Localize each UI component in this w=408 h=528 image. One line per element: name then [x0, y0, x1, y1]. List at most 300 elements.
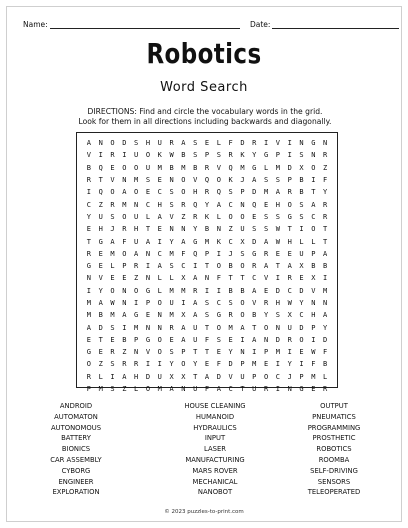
grid-letter[interactable]: H [134, 225, 139, 234]
grid-letter[interactable]: M [275, 163, 281, 172]
grid-letter[interactable]: I [145, 262, 151, 271]
grid-letter[interactable]: R [122, 225, 127, 234]
grid-letter[interactable]: H [193, 188, 198, 197]
grid-letter[interactable]: Y [169, 237, 174, 246]
grid-letter[interactable]: J [228, 249, 233, 258]
grid-letter[interactable]: W [287, 299, 292, 307]
grid-letter[interactable]: Z [323, 163, 328, 172]
grid-letter[interactable]: T [287, 225, 292, 234]
grid-letter[interactable]: E [98, 262, 103, 271]
grid-letter[interactable]: G [134, 311, 139, 320]
grid-letter[interactable]: S [240, 249, 245, 258]
grid-letter[interactable]: H [311, 311, 316, 320]
grid-letter[interactable]: A [216, 385, 221, 394]
grid-letter[interactable]: I [275, 385, 281, 394]
grid-letter[interactable]: I [145, 360, 151, 369]
grid-letter[interactable]: Y [86, 212, 92, 221]
grid-letter[interactable]: Z [122, 348, 127, 357]
grid-letter[interactable]: W [169, 151, 174, 160]
grid-letter[interactable]: Y [323, 188, 328, 197]
grid-letter[interactable]: R [263, 385, 269, 394]
grid-letter[interactable]: C [299, 311, 304, 320]
grid-letter[interactable]: B [228, 286, 233, 295]
grid-letter[interactable]: S [134, 139, 139, 148]
grid-letter[interactable]: U [299, 249, 304, 258]
grid-letter[interactable]: O [110, 188, 115, 197]
grid-letter[interactable]: O [134, 188, 139, 197]
grid-letter[interactable]: T [204, 323, 210, 332]
grid-letter[interactable]: I [157, 360, 162, 369]
grid-letter[interactable]: A [145, 237, 151, 246]
grid-letter[interactable]: O [122, 212, 127, 221]
grid-letter[interactable]: I [252, 348, 257, 357]
grid-letter[interactable]: S [193, 139, 198, 148]
grid-letter[interactable]: T [323, 225, 328, 234]
grid-letter[interactable]: G [252, 249, 257, 258]
grid-letter[interactable]: D [252, 237, 257, 246]
grid-letter[interactable]: M [263, 188, 269, 197]
grid-letter[interactable]: I [299, 225, 304, 234]
grid-letter[interactable]: I [216, 249, 221, 258]
grid-letter[interactable]: H [287, 237, 292, 246]
grid-letter[interactable]: T [193, 372, 198, 381]
grid-letter[interactable]: A [122, 188, 127, 197]
grid-letter[interactable]: C [275, 372, 281, 381]
grid-letter[interactable]: D [252, 188, 257, 197]
grid-letter[interactable]: M [181, 286, 186, 295]
grid-letter[interactable]: D [275, 335, 281, 344]
grid-letter[interactable]: I [134, 299, 139, 307]
grid-letter[interactable]: B [228, 262, 233, 271]
grid-letter[interactable]: Y [323, 323, 328, 332]
grid-letter[interactable]: P [204, 249, 210, 258]
grid-letter[interactable]: C [157, 249, 162, 258]
grid-letter[interactable]: N [157, 311, 162, 320]
grid-letter[interactable]: Z [181, 212, 186, 221]
grid-letter[interactable]: N [263, 335, 269, 344]
grid-letter[interactable]: Z [134, 274, 139, 283]
grid-letter[interactable]: X [299, 262, 304, 271]
grid-letter[interactable]: O [287, 200, 292, 209]
grid-letter[interactable]: M [252, 360, 257, 369]
grid-letter[interactable]: P [122, 262, 127, 271]
grid-letter[interactable]: C [157, 188, 162, 197]
grid-letter[interactable]: R [193, 286, 198, 295]
grid-letter[interactable]: X [181, 372, 186, 381]
grid-letter[interactable]: N [145, 274, 151, 283]
grid-letter[interactable]: H [145, 139, 151, 148]
grid-letter[interactable]: O [86, 360, 92, 369]
grid-letter[interactable]: F [216, 274, 221, 283]
grid-letter[interactable]: N [169, 176, 174, 185]
grid-letter[interactable]: I [122, 323, 127, 332]
grid-letter[interactable]: Y [193, 225, 198, 234]
grid-letter[interactable]: A [122, 311, 127, 320]
grid-letter[interactable]: R [228, 311, 233, 320]
grid-letter[interactable]: N [240, 348, 245, 357]
grid-letter[interactable]: R [323, 151, 328, 160]
grid-letter[interactable]: X [240, 237, 245, 246]
grid-letter[interactable]: T [275, 262, 281, 271]
grid-letter[interactable]: M [110, 311, 115, 320]
grid-letter[interactable]: V [169, 212, 174, 221]
grid-letter[interactable]: Y [228, 348, 233, 357]
grid-letter[interactable]: O [134, 286, 139, 295]
grid-letter[interactable]: N [98, 139, 103, 148]
grid-letter[interactable]: O [240, 311, 245, 320]
grid-letter[interactable]: E [252, 212, 257, 221]
grid-letter[interactable]: Y [193, 360, 198, 369]
date-blank-line[interactable] [272, 21, 399, 29]
grid-letter[interactable]: F [122, 237, 127, 246]
grid-letter[interactable]: O [216, 323, 221, 332]
grid-letter[interactable]: E [98, 348, 103, 357]
grid-letter[interactable]: N [134, 348, 139, 357]
grid-letter[interactable]: F [204, 385, 210, 394]
grid-letter[interactable]: M [181, 163, 186, 172]
grid-letter[interactable]: W [110, 299, 115, 307]
grid-letter[interactable]: B [122, 335, 127, 344]
grid-letter[interactable]: C [228, 200, 233, 209]
grid-letter[interactable]: M [169, 286, 174, 295]
grid-letter[interactable]: I [311, 335, 316, 344]
grid-letter[interactable]: S [193, 151, 198, 160]
grid-letter[interactable]: G [299, 385, 304, 394]
grid-letter[interactable]: R [122, 360, 127, 369]
grid-letter[interactable]: O [311, 225, 316, 234]
grid-letter[interactable]: V [228, 372, 233, 381]
grid-letter[interactable]: A [252, 335, 257, 344]
grid-letter[interactable]: J [110, 225, 115, 234]
grid-letter[interactable]: P [311, 249, 316, 258]
grid-letter[interactable]: S [145, 176, 151, 185]
grid-letter[interactable]: E [86, 225, 92, 234]
grid-letter[interactable]: V [311, 286, 316, 295]
grid-letter[interactable]: E [145, 311, 151, 320]
grid-letter[interactable]: Q [98, 188, 103, 197]
grid-letter[interactable]: L [216, 139, 221, 148]
grid-letter[interactable]: N [86, 274, 92, 283]
grid-letter[interactable]: A [134, 249, 139, 258]
grid-letter[interactable]: O [240, 212, 245, 221]
grid-letter[interactable]: Q [252, 200, 257, 209]
grid-letter[interactable]: B [323, 262, 328, 271]
name-blank-line[interactable] [50, 21, 240, 29]
grid-letter[interactable]: U [193, 385, 198, 394]
grid-letter[interactable]: U [134, 237, 139, 246]
grid-letter[interactable]: B [240, 286, 245, 295]
grid-letter[interactable]: E [216, 348, 221, 357]
grid-letter[interactable]: O [122, 249, 127, 258]
grid-letter[interactable]: O [181, 188, 186, 197]
grid-letter[interactable]: S [204, 299, 210, 307]
grid-letter[interactable]: U [193, 335, 198, 344]
grid-letter[interactable]: A [181, 323, 186, 332]
grid-letter[interactable]: F [181, 249, 186, 258]
grid-letter[interactable]: R [169, 139, 174, 148]
grid-letter[interactable]: T [240, 385, 245, 394]
grid-letter[interactable]: I [275, 274, 281, 283]
grid-letter[interactable]: B [86, 163, 92, 172]
grid-letter[interactable]: P [275, 151, 281, 160]
grid-letter[interactable]: V [86, 151, 92, 160]
grid-letter[interactable]: N [181, 385, 186, 394]
grid-letter[interactable]: I [86, 188, 92, 197]
grid-letter[interactable]: Y [169, 360, 174, 369]
grid-letter[interactable]: R [252, 139, 257, 148]
grid-letter[interactable]: B [323, 360, 328, 369]
grid-letter[interactable]: S [110, 323, 115, 332]
grid-letter[interactable]: T [323, 237, 328, 246]
grid-letter[interactable]: N [287, 385, 292, 394]
grid-letter[interactable]: A [181, 335, 186, 344]
grid-letter[interactable]: E [110, 274, 115, 283]
grid-letter[interactable]: L [216, 212, 221, 221]
grid-letter[interactable]: U [98, 212, 103, 221]
grid-letter[interactable]: N [275, 323, 281, 332]
grid-letter[interactable]: A [193, 274, 198, 283]
grid-letter[interactable]: G [263, 151, 269, 160]
grid-letter[interactable]: R [110, 200, 115, 209]
grid-letter[interactable]: S [275, 176, 281, 185]
grid-letter[interactable]: R [193, 212, 198, 221]
grid-letter[interactable]: T [86, 237, 92, 246]
grid-letter[interactable]: A [323, 249, 328, 258]
grid-letter[interactable]: U [134, 151, 139, 160]
grid-letter[interactable]: R [181, 200, 186, 209]
grid-letter[interactable]: G [216, 311, 221, 320]
grid-letter[interactable]: E [98, 249, 103, 258]
grid-letter[interactable]: I [311, 176, 316, 185]
grid-letter[interactable]: N [145, 323, 151, 332]
grid-letter[interactable]: A [193, 299, 198, 307]
grid-letter[interactable]: L [98, 372, 103, 381]
grid-letter[interactable]: B [193, 163, 198, 172]
grid-letter[interactable]: V [98, 274, 103, 283]
grid-letter[interactable]: S [110, 385, 115, 394]
grid-letter[interactable]: X [181, 274, 186, 283]
grid-letter[interactable]: B [204, 225, 210, 234]
grid-letter[interactable]: N [122, 176, 127, 185]
grid-letter[interactable]: P [240, 360, 245, 369]
grid-letter[interactable]: D [216, 372, 221, 381]
grid-letter[interactable]: C [181, 262, 186, 271]
grid-letter[interactable]: M [275, 348, 281, 357]
grid-letter[interactable]: Q [228, 163, 233, 172]
grid-letter[interactable]: M [169, 311, 174, 320]
grid-letter[interactable]: P [134, 335, 139, 344]
grid-letter[interactable]: N [311, 299, 316, 307]
grid-letter[interactable]: T [228, 274, 233, 283]
grid-letter[interactable]: X [311, 274, 316, 283]
grid-letter[interactable]: M [98, 385, 103, 394]
grid-letter[interactable]: I [98, 151, 103, 160]
grid-letter[interactable]: Y [204, 200, 210, 209]
grid-letter[interactable]: P [240, 188, 245, 197]
grid-letter[interactable]: N [122, 286, 127, 295]
grid-letter[interactable]: M [157, 163, 162, 172]
grid-letter[interactable]: I [275, 360, 281, 369]
grid-letter[interactable]: A [181, 139, 186, 148]
grid-letter[interactable]: C [287, 286, 292, 295]
grid-letter[interactable]: K [240, 151, 245, 160]
grid-letter[interactable]: P [86, 385, 92, 394]
grid-letter[interactable]: I [323, 274, 328, 283]
grid-letter[interactable]: A [263, 237, 269, 246]
grid-letter[interactable]: U [157, 372, 162, 381]
grid-letter[interactable]: T [145, 225, 151, 234]
grid-letter[interactable]: H [134, 372, 139, 381]
grid-letter[interactable]: L [323, 372, 328, 381]
grid-letter[interactable]: O [110, 139, 115, 148]
grid-letter[interactable]: R [323, 200, 328, 209]
grid-letter[interactable]: A [86, 139, 92, 148]
grid-letter[interactable]: R [204, 188, 210, 197]
grid-letter[interactable]: X [299, 163, 304, 172]
grid-letter[interactable]: A [98, 299, 103, 307]
grid-letter[interactable]: A [157, 212, 162, 221]
grid-letter[interactable]: I [287, 139, 292, 148]
grid-letter[interactable]: K [216, 237, 221, 246]
grid-letter[interactable]: L [157, 286, 162, 295]
grid-letter[interactable]: O [145, 385, 151, 394]
grid-letter[interactable]: E [169, 335, 174, 344]
grid-letter[interactable]: N [216, 225, 221, 234]
grid-letter[interactable]: G [193, 237, 198, 246]
grid-letter[interactable]: D [145, 372, 151, 381]
grid-letter[interactable]: A [252, 176, 257, 185]
grid-letter[interactable]: M [157, 385, 162, 394]
grid-letter[interactable]: U [169, 299, 174, 307]
grid-letter[interactable]: M [311, 372, 316, 381]
grid-letter[interactable]: Z [98, 360, 103, 369]
grid-letter[interactable]: E [145, 188, 151, 197]
grid-letter[interactable]: C [86, 200, 92, 209]
grid-letter[interactable]: G [98, 237, 103, 246]
grid-letter[interactable]: I [157, 237, 162, 246]
grid-letter[interactable]: B [311, 262, 316, 271]
grid-letter[interactable]: E [86, 335, 92, 344]
grid-letter[interactable]: I [240, 335, 245, 344]
grid-letter[interactable]: M [86, 311, 92, 320]
grid-letter[interactable]: E [263, 286, 269, 295]
grid-letter[interactable]: A [287, 262, 292, 271]
grid-letter[interactable]: Y [299, 299, 304, 307]
grid-letter[interactable]: L [263, 163, 269, 172]
grid-letter[interactable]: Y [98, 286, 103, 295]
grid-letter[interactable]: Z [98, 200, 103, 209]
grid-letter[interactable]: N [169, 225, 174, 234]
grid-letter[interactable]: N [299, 139, 304, 148]
grid-letter[interactable]: X [181, 311, 186, 320]
grid-letter[interactable]: E [263, 200, 269, 209]
grid-letter[interactable]: U [287, 323, 292, 332]
grid-letter[interactable]: A [86, 323, 92, 332]
grid-letter[interactable]: A [323, 311, 328, 320]
grid-letter[interactable]: O [240, 299, 245, 307]
grid-letter[interactable]: I [216, 286, 221, 295]
grid-letter[interactable]: A [311, 200, 316, 209]
grid-letter[interactable]: U [252, 385, 257, 394]
grid-letter[interactable]: B [98, 311, 103, 320]
grid-letter[interactable]: N [323, 299, 328, 307]
grid-letter[interactable]: T [98, 176, 103, 185]
grid-letter[interactable]: D [275, 286, 281, 295]
grid-letter[interactable]: D [323, 335, 328, 344]
grid-letter[interactable]: S [110, 360, 115, 369]
grid-letter[interactable]: E [287, 249, 292, 258]
grid-letter[interactable]: L [311, 237, 316, 246]
grid-letter[interactable]: N [181, 225, 186, 234]
grid-letter[interactable]: K [228, 176, 233, 185]
grid-letter[interactable]: O [134, 163, 139, 172]
grid-letter[interactable]: M [110, 249, 115, 258]
grid-letter[interactable]: O [240, 262, 245, 271]
grid-letter[interactable]: M [228, 323, 233, 332]
grid-letter[interactable]: S [216, 335, 221, 344]
grid-letter[interactable]: P [204, 151, 210, 160]
grid-letter[interactable]: A [275, 188, 281, 197]
grid-letter[interactable]: M [204, 237, 210, 246]
grid-letter[interactable]: Y [263, 311, 269, 320]
grid-letter[interactable]: I [181, 299, 186, 307]
grid-letter[interactable]: T [204, 348, 210, 357]
grid-letter[interactable]: M [86, 299, 92, 307]
grid-letter[interactable]: R [287, 274, 292, 283]
grid-letter[interactable]: R [110, 348, 115, 357]
grid-letter[interactable]: K [204, 212, 210, 221]
grid-letter[interactable]: O [157, 299, 162, 307]
grid-letter[interactable]: S [275, 311, 281, 320]
grid-letter[interactable]: M [240, 163, 245, 172]
grid-letter[interactable]: U [157, 139, 162, 148]
grid-letter[interactable]: I [287, 151, 292, 160]
grid-letter[interactable]: E [311, 385, 316, 394]
grid-letter[interactable]: Y [252, 151, 257, 160]
grid-letter[interactable]: C [145, 200, 151, 209]
grid-letter[interactable]: A [110, 237, 115, 246]
grid-letter[interactable]: R [287, 335, 292, 344]
grid-letter[interactable]: U [240, 225, 245, 234]
grid-letter[interactable]: P [252, 372, 257, 381]
grid-letter[interactable]: R [86, 249, 92, 258]
grid-letter[interactable]: P [263, 348, 269, 357]
grid-letter[interactable]: D [228, 360, 233, 369]
grid-letter[interactable]: O [157, 348, 162, 357]
grid-letter[interactable]: I [193, 262, 198, 271]
grid-letter[interactable]: E [204, 360, 210, 369]
grid-letter[interactable]: H [275, 200, 281, 209]
grid-letter[interactable]: R [134, 360, 139, 369]
grid-letter[interactable]: B [181, 151, 186, 160]
grid-letter[interactable]: N [311, 151, 316, 160]
grid-letter[interactable]: M [122, 200, 127, 209]
grid-letter[interactable]: F [311, 360, 316, 369]
grid-letter[interactable]: P [181, 348, 186, 357]
grid-letter[interactable]: D [299, 323, 304, 332]
grid-letter[interactable]: W [311, 348, 316, 357]
grid-letter[interactable]: S [169, 200, 174, 209]
grid-letter[interactable]: S [228, 299, 233, 307]
grid-letter[interactable]: L [110, 262, 115, 271]
grid-letter[interactable]: N [240, 200, 245, 209]
grid-letter[interactable]: E [299, 348, 304, 357]
grid-letter[interactable]: P [311, 323, 316, 332]
grid-letter[interactable]: T [240, 274, 245, 283]
grid-letter[interactable]: M [134, 323, 139, 332]
grid-letter[interactable]: E [204, 139, 210, 148]
grid-letter[interactable]: A [216, 200, 221, 209]
